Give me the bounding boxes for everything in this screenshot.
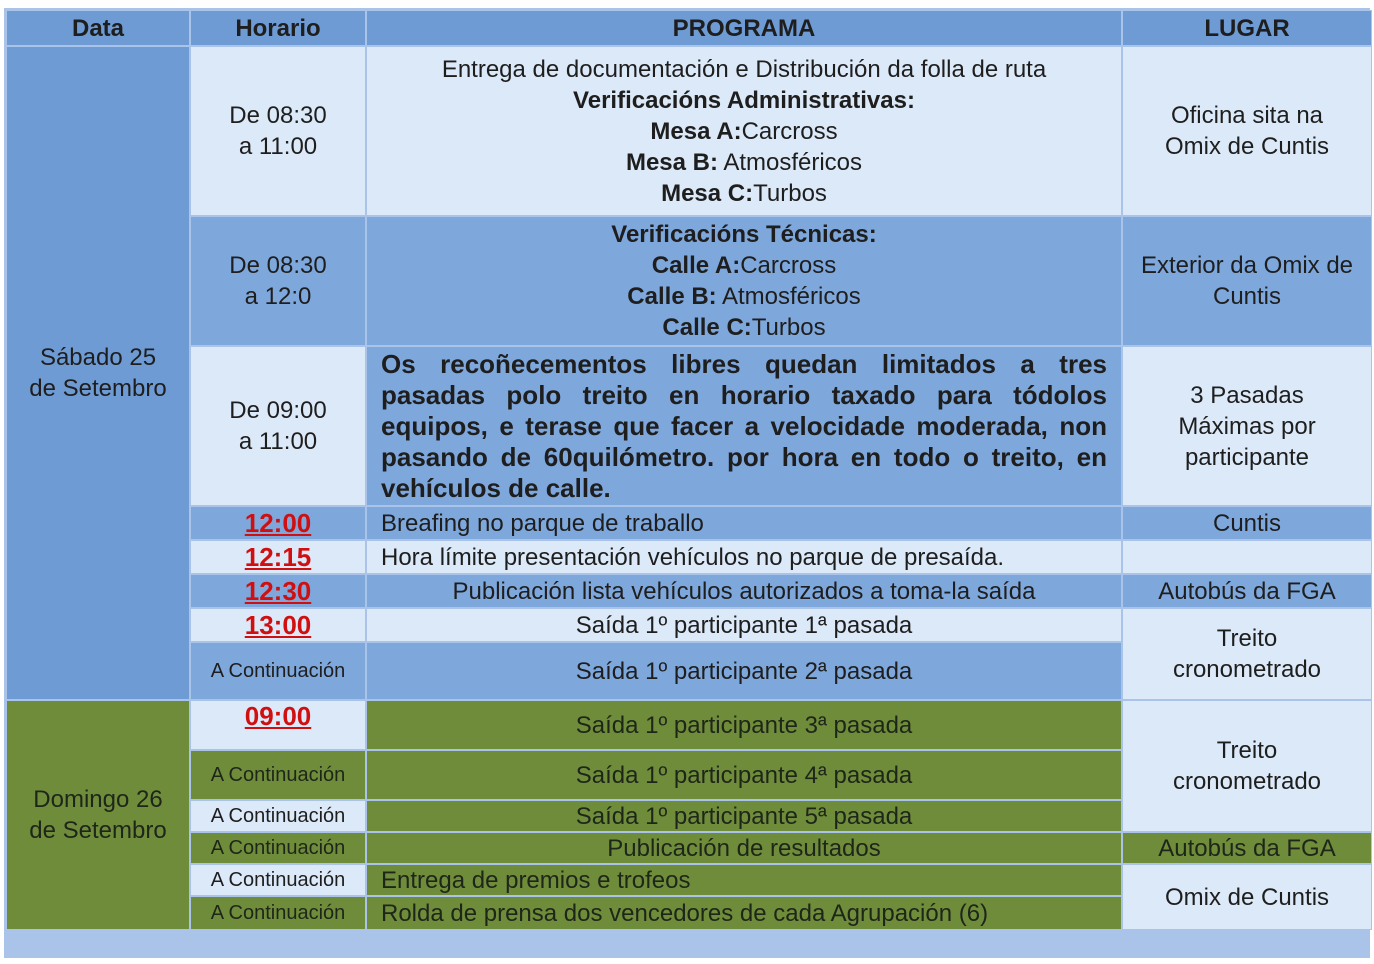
- program-line: Calle B: Atmosféricos: [627, 283, 861, 310]
- program-cell: Rolda de prensa dos vencedores de cada Agrupación (6): [366, 896, 1122, 930]
- program-cell: [366, 216, 1122, 346]
- time-cell: De 08:30 a 12:0: [190, 216, 366, 346]
- date-sunday: Domingo 26 de Setembro: [6, 700, 190, 930]
- program-cell: Saída 1º participante 1ª pasada: [366, 608, 1122, 642]
- place-cell: Oficina sita na Omix de Cuntis: [1122, 46, 1372, 216]
- program-cell: Saída 1º participante 5ª pasada: [366, 800, 1122, 832]
- program-line: Entrega de documentación e Distribución da folla de ruta: [441, 55, 1047, 83]
- time-cell: 12:30: [190, 574, 366, 608]
- program-line: Mesa B: Atmosféricos: [625, 148, 863, 176]
- program-line: Verificacións Administrativas:: [573, 86, 915, 114]
- program-cell: Hora límite presentación vehículos no parque de presaída.: [366, 540, 1122, 574]
- program-cell: Saída 1º participante 2ª pasada: [366, 642, 1122, 700]
- time-cell: A Continuación: [190, 896, 366, 930]
- time-cell: 12:15: [190, 540, 366, 574]
- program-cell: Os recoñecementos libres quedan limitados a tres pasadas polo treito en horario taxado para tódolos equipos, e terase que facer a velocidade moderada, non pasando de 60quilómetro. por hora en todo o treito, en vehículos de calle.: [366, 346, 1122, 506]
- time-cell: A Continuación: [190, 750, 366, 800]
- date-saturday: Sábado 25 de Setembro: [6, 46, 190, 700]
- program-cell: Saída 1º participante 4ª pasada: [366, 750, 1122, 800]
- place-cell: Treito cronometrado: [1122, 700, 1372, 832]
- place-cell: Treito cronometrado: [1122, 608, 1372, 700]
- time-cell: De 09:00 a 11:00: [190, 346, 366, 506]
- time-cell: A Continuación: [190, 800, 366, 832]
- program-line: Calle C:Turbos: [662, 314, 826, 341]
- program-cell: Publicación de resultados: [366, 832, 1122, 864]
- program-line: Calle A:Carcross: [651, 252, 837, 279]
- header-data: Data: [6, 10, 190, 46]
- program-cell: Saída 1º participante 3ª pasada: [366, 700, 1122, 750]
- time-cell: 12:00: [190, 506, 366, 540]
- place-cell: [1122, 540, 1372, 574]
- header-horario: Horario: [190, 10, 366, 46]
- program-line: Mesa C:Turbos: [661, 179, 827, 207]
- place-cell: Omix de Cuntis: [1122, 864, 1372, 930]
- time-cell: 13:00: [190, 608, 366, 642]
- time-cell: 09:00: [190, 700, 366, 750]
- program-line: Mesa A:Carcross: [650, 117, 838, 145]
- program-cell: [366, 46, 1122, 216]
- schedule-table: [4, 8, 1370, 958]
- header-lugar: LUGAR: [1122, 10, 1372, 46]
- time-cell: A Continuación: [190, 864, 366, 896]
- place-cell: Cuntis: [1122, 506, 1372, 540]
- place-cell: Autobús da FGA: [1122, 574, 1372, 608]
- time-cell: De 08:30 a 11:00: [190, 46, 366, 216]
- time-cell: A Continuación: [190, 642, 366, 700]
- time-cell: A Continuación: [190, 832, 366, 864]
- place-cell: Autobús da FGA: [1122, 832, 1372, 864]
- program-cell: Entrega de premios e trofeos: [366, 864, 1122, 896]
- program-cell: Publicación lista vehículos autorizados a toma-la saída: [366, 574, 1122, 608]
- header-programa: PROGRAMA: [366, 10, 1122, 46]
- place-cell: Exterior da Omix de Cuntis: [1122, 216, 1372, 346]
- program-line: Verificacións Técnicas:: [611, 221, 877, 248]
- place-cell: 3 Pasadas Máximas por participante: [1122, 346, 1372, 506]
- program-cell: Breafing no parque de traballo: [366, 506, 1122, 540]
